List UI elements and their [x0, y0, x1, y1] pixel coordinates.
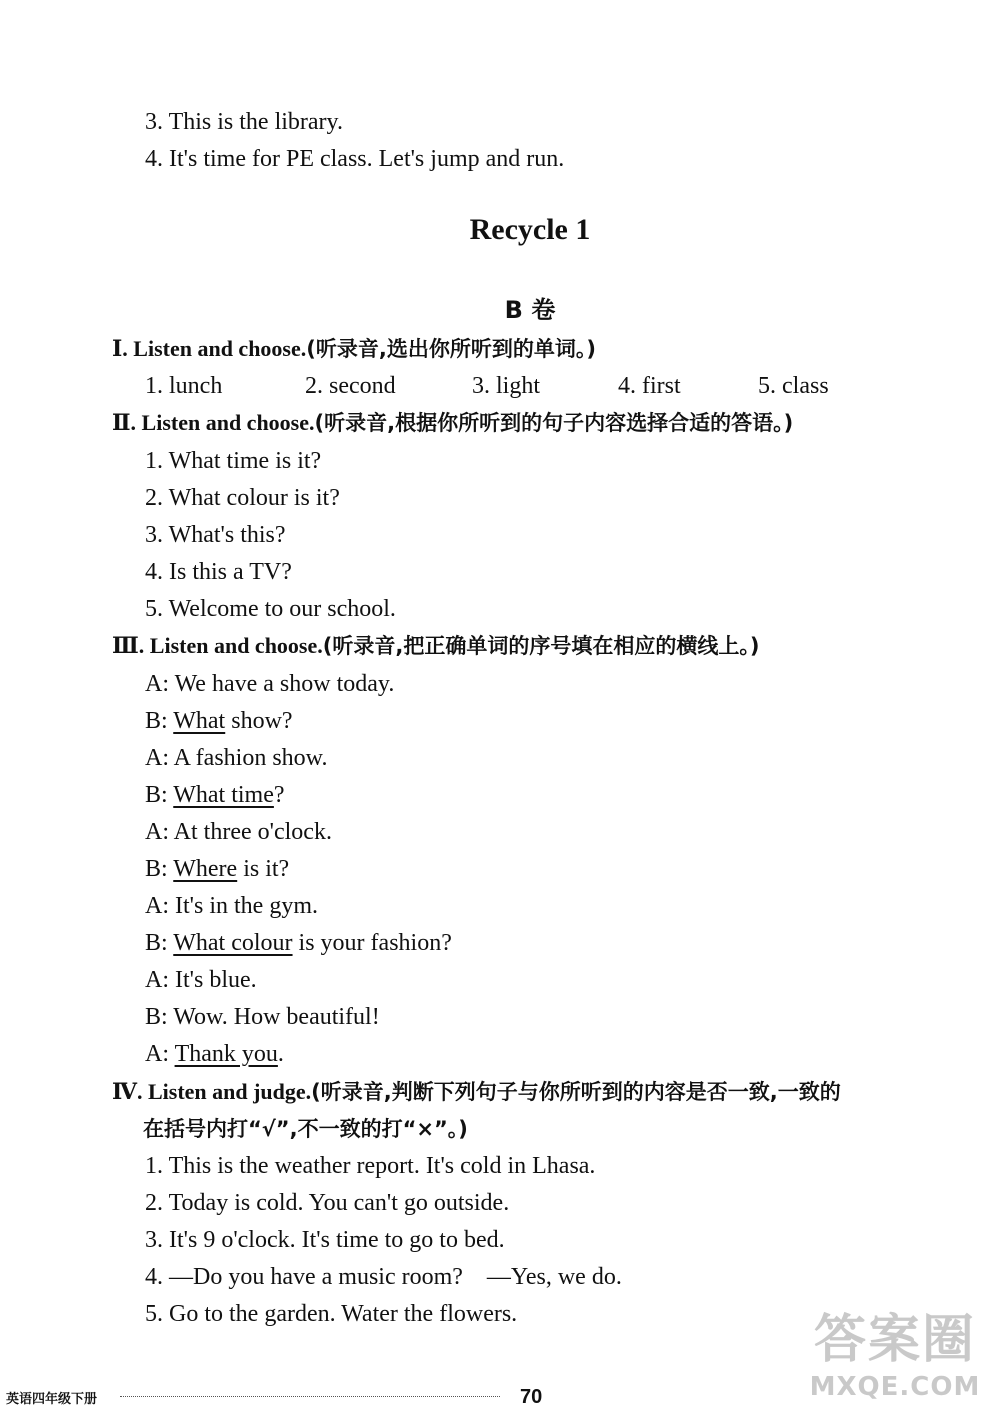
- footer-book-title: 英语四年级下册: [6, 1392, 98, 1407]
- section4-heading: [112, 1077, 841, 1107]
- dialogue-answer: What colour: [173, 930, 293, 956]
- dialogue-text: A: It's blue.: [145, 967, 257, 993]
- dialogue-line: [145, 1039, 284, 1069]
- section3-heading-cn: (听录音,把正确单词的序号填在相应的横线上。): [322, 634, 760, 658]
- section4-heading-cn2: 在括号内打“√”,不一致的打“×”。): [143, 1117, 468, 1141]
- section2-heading: [112, 408, 793, 438]
- dialogue-text: A: A fashion show.: [145, 745, 328, 771]
- dialogue-line: [145, 780, 285, 810]
- dialogue-line: [145, 706, 293, 736]
- choice-3: 3. light: [472, 373, 541, 399]
- dialogue-line: [145, 965, 257, 995]
- section2-item: 5. Welcome to our school.: [145, 596, 396, 622]
- section2-item: 4. Is this a TV?: [145, 559, 292, 585]
- dialogue-text: .: [277, 1041, 284, 1067]
- dialogue-text: B:: [145, 708, 174, 734]
- choice-5: 5. class: [758, 373, 829, 399]
- section4-heading-en: Ⅳ. Listen and judge.: [112, 1079, 312, 1104]
- section2-item: 3. What's this?: [145, 522, 286, 548]
- section2-item: 2. What colour is it?: [145, 485, 340, 511]
- section2-item: 1. What time is it?: [145, 448, 322, 474]
- watermark: [800, 1308, 990, 1423]
- page-title: Recycle 1: [469, 213, 591, 246]
- section2-heading-cn: (听录音,根据你所听到的句子内容选择合适的答语。): [314, 411, 794, 435]
- dialogue-line: [145, 743, 327, 773]
- dialogue-line: [145, 817, 332, 847]
- dialogue-line: [145, 669, 394, 699]
- dialogue-answer: What time: [173, 782, 274, 808]
- dialogue-text: B: Wow. How beautiful!: [145, 1004, 380, 1030]
- page-number: 70: [520, 1386, 543, 1408]
- choice-2: 2. second: [305, 373, 396, 399]
- section3-heading: [112, 631, 759, 661]
- section4-item: 1. This is the weather report. It's cold in Lhasa.: [145, 1153, 596, 1179]
- dialogue-text: B:: [145, 782, 174, 808]
- section1-heading: [112, 334, 596, 364]
- section4-item: 5. Go to the garden. Water the flowers.: [145, 1301, 518, 1327]
- dialogue-text: A: It's in the gym.: [145, 893, 318, 919]
- paper-subtitle: [0, 290, 1000, 325]
- watermark-logo: 答案圈: [813, 1310, 976, 1370]
- section4-item: 4. —Do you have a music room? —Yes, we do.: [145, 1264, 622, 1290]
- footer-dotted-rule: [120, 1396, 500, 1397]
- section1-heading-en: Ⅰ. Listen and choose.: [112, 336, 307, 361]
- section4-heading-cont: [143, 1114, 468, 1144]
- dialogue-text: ?: [273, 782, 285, 808]
- top-item-3: 3. This is the library.: [145, 109, 343, 135]
- dialogue-text: A: We have a show today.: [145, 671, 395, 697]
- subtitle-text: B 卷: [504, 296, 556, 324]
- dialogue-line: [145, 891, 318, 921]
- section2-heading-en: Ⅱ. Listen and choose.: [112, 410, 315, 435]
- dialogue-text: B:: [145, 856, 174, 882]
- watermark-url: MXQE.COM: [809, 1372, 981, 1402]
- dialogue-text: A:: [145, 1041, 175, 1067]
- top-item-4: 4. It's time for PE class. Let's jump and run.: [145, 146, 565, 172]
- dialogue-text: B:: [145, 930, 174, 956]
- section4-item: 2. Today is cold. You can't go outside.: [145, 1190, 510, 1216]
- dialogue-text: is it?: [237, 856, 290, 882]
- dialogue-line: [145, 1002, 380, 1032]
- dialogue-line: [145, 928, 452, 958]
- dialogue-answer: Where: [173, 856, 238, 882]
- choice-4: 4. first: [618, 373, 681, 399]
- dialogue-text: is your fashion?: [292, 930, 452, 956]
- section4-item: 3. It's 9 o'clock. It's time to go to bed.: [145, 1227, 505, 1253]
- section1-heading-cn: (听录音,选出你所听到的单词。): [306, 337, 596, 361]
- dialogue-answer: Thank you: [174, 1041, 278, 1067]
- section3-heading-en: Ⅲ. Listen and choose.: [112, 633, 323, 658]
- choice-1: 1. lunch: [145, 373, 223, 399]
- section4-heading-cn: (听录音,判断下列句子与你所听到的内容是否一致,一致的: [311, 1080, 841, 1104]
- dialogue-answer: What: [173, 708, 226, 734]
- dialogue-text: show?: [225, 708, 293, 734]
- dialogue-text: A: At three o'clock.: [145, 819, 332, 845]
- dialogue-line: [145, 854, 289, 884]
